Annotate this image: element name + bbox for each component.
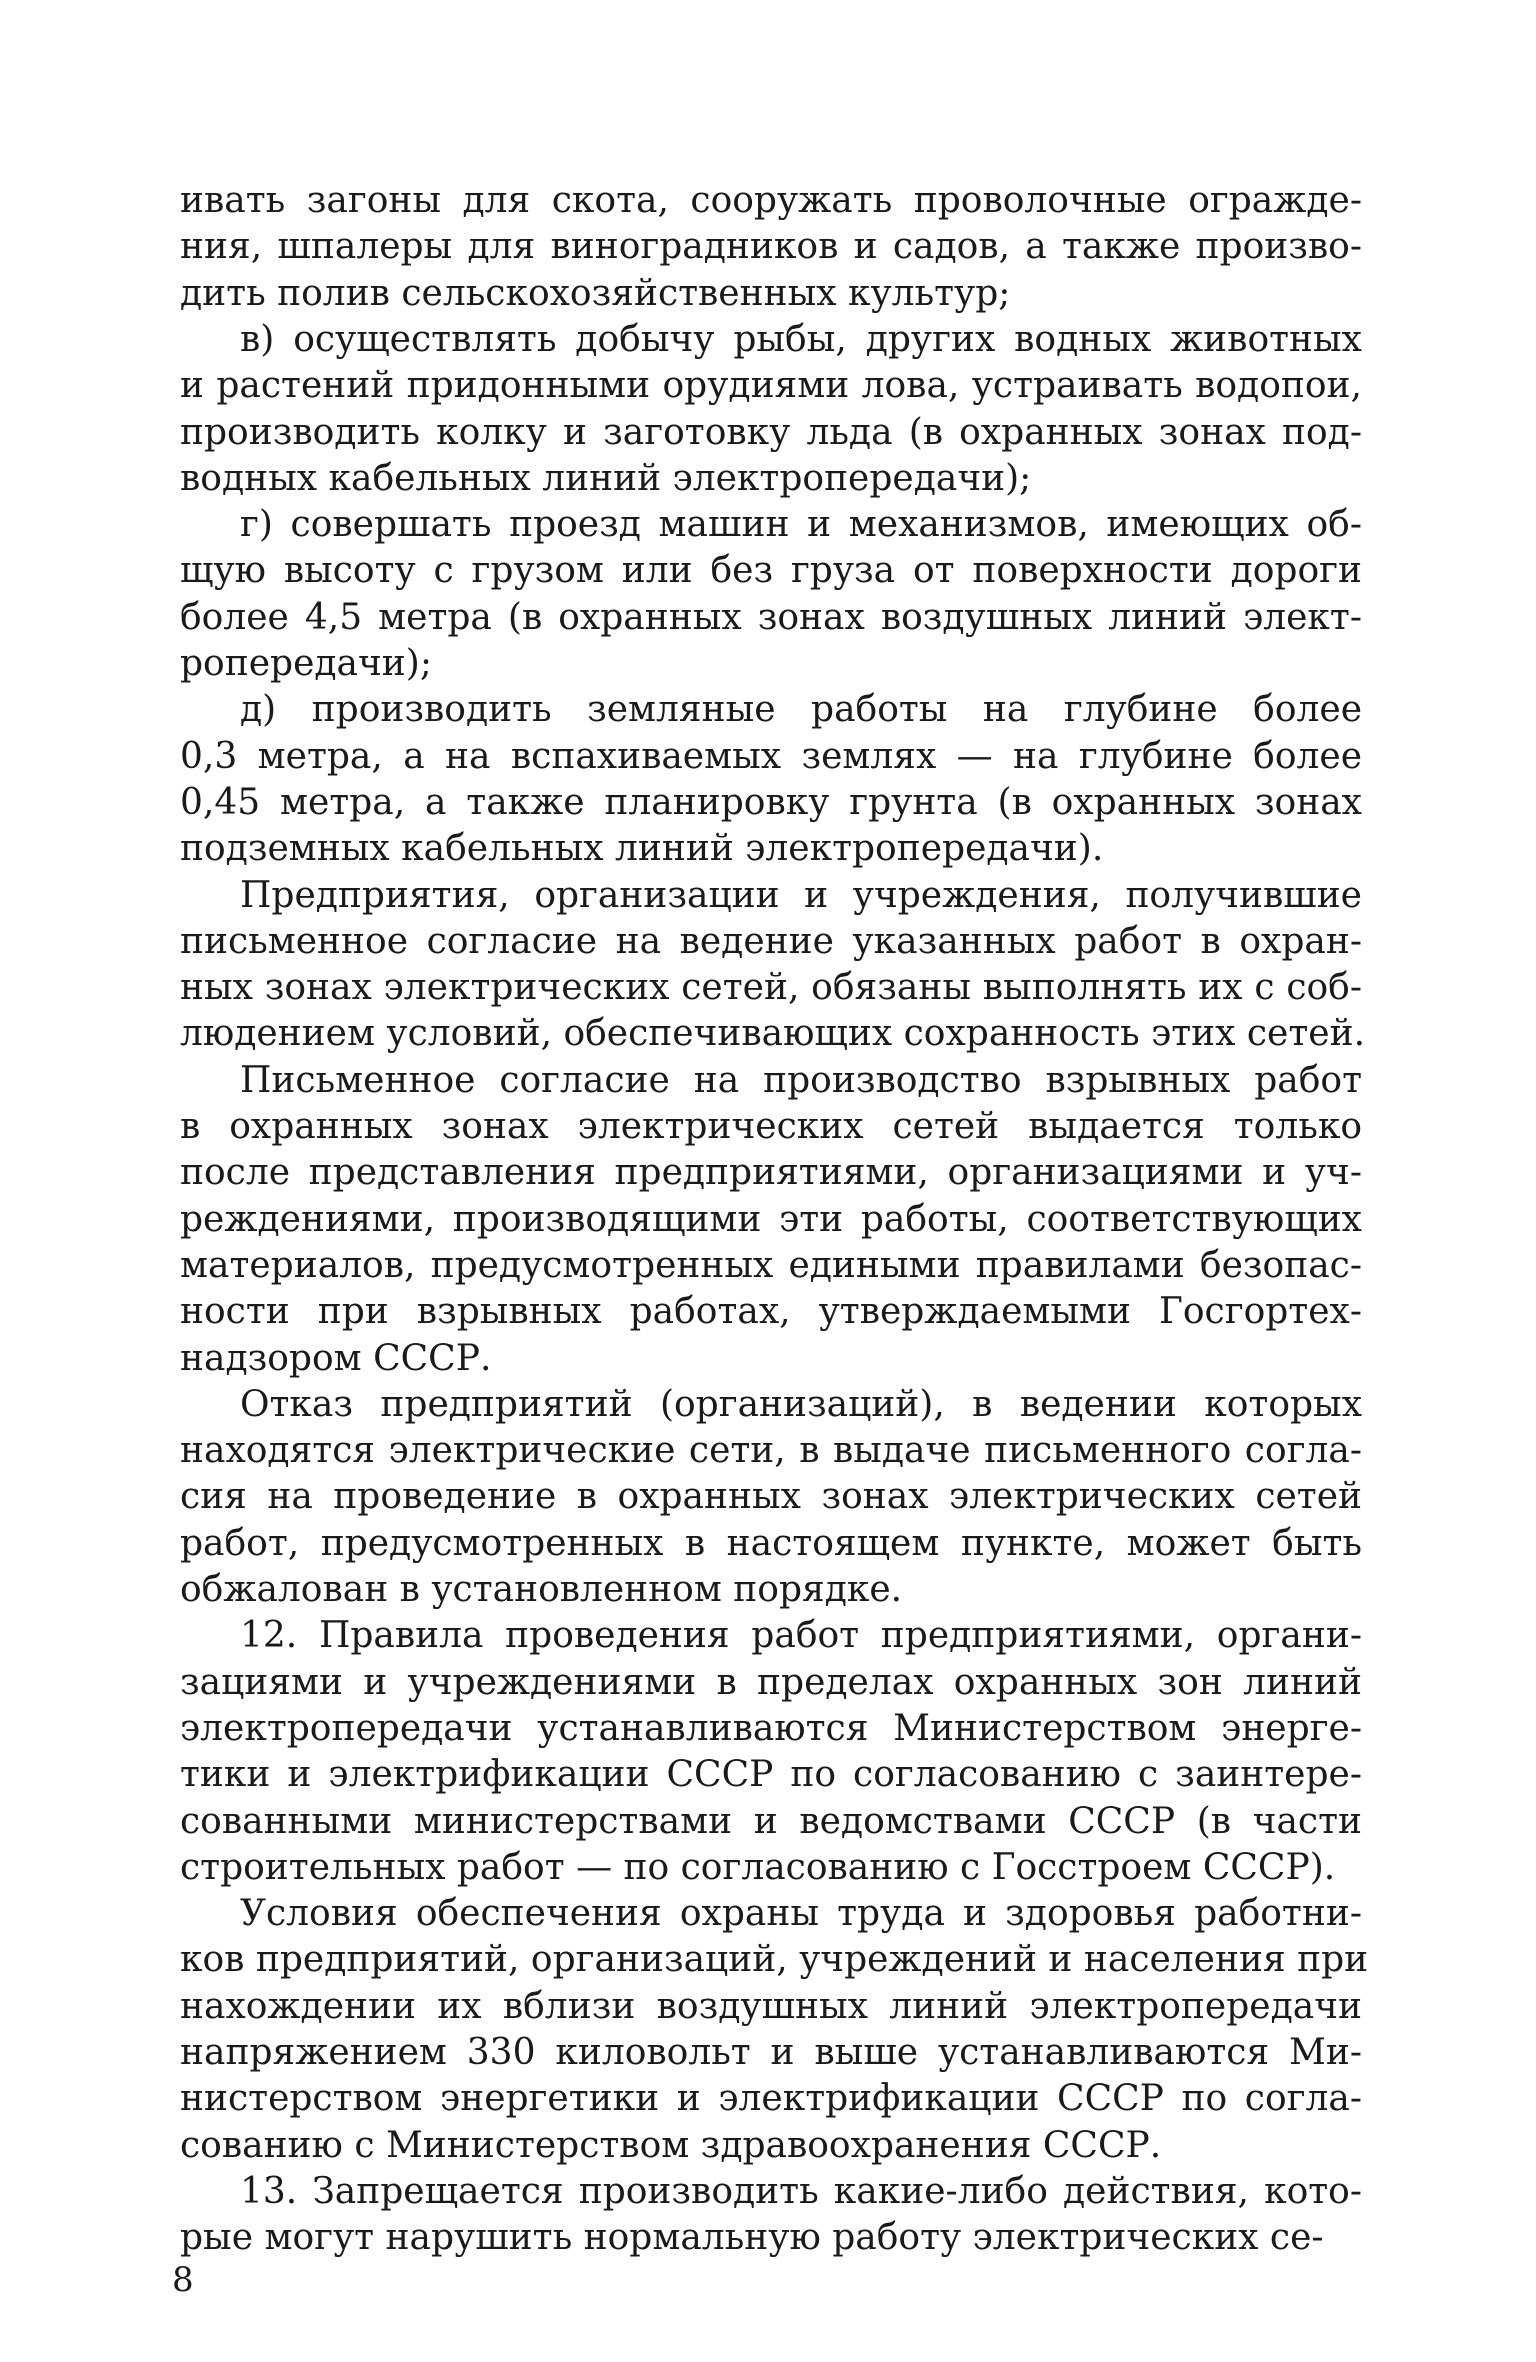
text-line: 12. Правила проведения работ предприятиями, органи- — [240, 1615, 1362, 1657]
text-line: тики и электрификации СССР по согласованию с заинтере- — [180, 1754, 1362, 1796]
text-line: после представления предприятиями, организациями и уч- — [180, 1152, 1362, 1194]
text-line: водных кабельных линий электропередачи); — [180, 457, 1032, 499]
page-number: 8 — [172, 2259, 194, 2300]
text-line: письменное согласие на ведение указанных работ в охран- — [180, 920, 1362, 962]
text-line: подземных кабельных линий электропередачи). — [180, 828, 1104, 870]
text-line: находятся электрические сети, в выдаче письменного согла- — [180, 1430, 1362, 1472]
text-line: нахождении их вблизи воздушных линий электропередачи — [180, 1985, 1362, 2027]
text-line: 0,3 метра, а на вспахиваемых землях — на глубине более — [180, 735, 1362, 777]
text-line: строительных работ — по согласованию с Госстроем СССР). — [180, 1846, 1336, 1888]
text-line: сованию с Министерством здравоохранения СССР. — [180, 2124, 1162, 2166]
text-line: ивать загоны для скота, сооружать проволочные огражде- — [180, 180, 1362, 221]
text-line: нистерством энергетики и электрификации СССР по согла- — [180, 2078, 1362, 2120]
text-line: Отказ предприятий (организаций), в ведении которых — [240, 1383, 1362, 1425]
text-line: ности при взрывных работах, утверждаемыми Госгортех- — [180, 1291, 1362, 1333]
text-line: напряжением 330 киловольт и выше устанавливаются Ми- — [180, 2032, 1362, 2073]
text-line: электропередачи устанавливаются Министерством энерге- — [180, 1707, 1362, 1749]
text-line: надзором СССР. — [180, 1337, 492, 1379]
text-line: Условия обеспечения охраны труда и здоровья работни- — [240, 1893, 1362, 1935]
text-line: сованными министерствами и ведомствами СССР (в части — [180, 1800, 1362, 1842]
text-line: г) совершать проезд машин и механизмов, имеющих об- — [240, 504, 1362, 546]
text-line: и растений придонными орудиями лова, устраивать водопои, — [180, 365, 1362, 407]
text-line: 13. Запрещается производить какие-либо действия, кото- — [240, 2170, 1362, 2212]
text-line: людением условий, обеспечивающих сохранность этих сетей. — [180, 1013, 1366, 1055]
text-line: Предприятия, организации и учреждения, получившие — [240, 874, 1362, 916]
text-line: более 4,5 метра (в охранных зонах воздушных линий элект- — [180, 596, 1362, 638]
text-line: ков предприятий, организаций, учреждений и населения при — [180, 1939, 1369, 1981]
text-line: работ, предусмотренных в настоящем пункте, может быть — [180, 1522, 1362, 1564]
text-line: производить колку и заготовку льда (в охранных зонах под- — [180, 411, 1362, 453]
document-page — [150, 0, 1370, 2362]
text-line: реждениями, производящими эти работы, соответствующих — [180, 1198, 1362, 1240]
text-line: обжалован в установленном порядке. — [180, 1569, 903, 1610]
text-line: Письменное согласие на производство взрывных работ — [240, 1059, 1362, 1101]
text-line: рые могут нарушить нормальную работу электрических се- — [180, 2217, 1324, 2259]
text-line: 0,45 метра, а также планировку грунта (в охранных зонах — [180, 781, 1362, 823]
text-line: д) производить земляные работы на глубине более — [240, 689, 1362, 731]
text-line: щую высоту с грузом или без груза от поверхности дороги — [180, 550, 1362, 592]
text-line: ния, шпалеры для виноградников и садов, а также произво- — [180, 226, 1362, 268]
text-line: ных зонах электрических сетей, обязаны выполнять их с соб- — [180, 967, 1362, 1009]
text-line: в охранных зонах электрических сетей выдается только — [180, 1106, 1362, 1147]
text-line: дить полив сельскохозяйственных культур; — [180, 272, 1011, 314]
text-line: материалов, предусмотренных едиными правилами безопас- — [180, 1244, 1362, 1286]
text-line: в) осуществлять добычу рыбы, других водных животных — [240, 318, 1362, 360]
text-line: ропередачи); — [180, 643, 432, 684]
text-line: сия на проведение в охранных зонах электрических сетей — [180, 1476, 1362, 1518]
text-line: зациями и учреждениями в пределах охранных зон линий — [180, 1661, 1362, 1703]
